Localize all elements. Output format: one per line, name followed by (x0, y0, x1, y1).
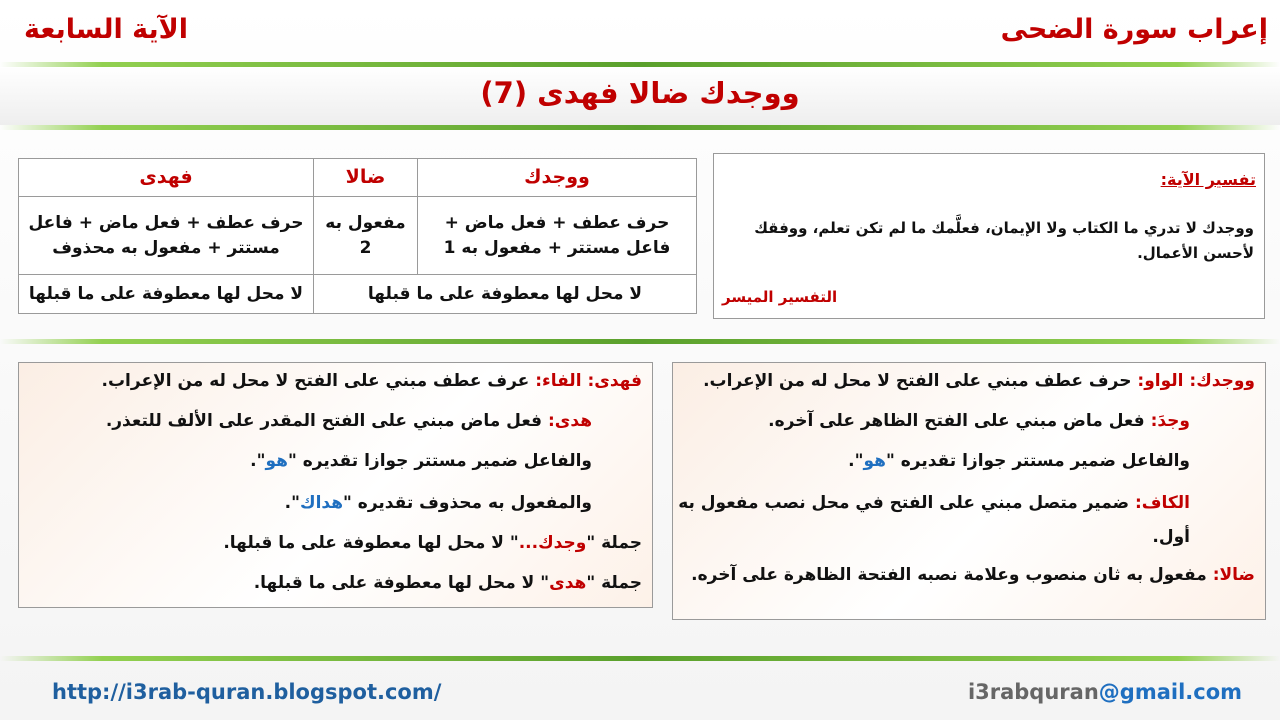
surah-title: إعراب سورة الضحى (1000, 14, 1268, 45)
detail-line: هدى: فعل ماض مبني على الفتح المقدر على الألف للتعذر. (105, 411, 592, 431)
detail-line: الكاف: ضمير متصل مبني على الفتح في محل نصب مفعول به (678, 493, 1190, 513)
detail-line: والفاعل ضمير مستتر جوازا تقديره "هو". (848, 451, 1190, 471)
detail-line: وجدَ: فعل ماض مبني على الفتح الظاهر على آخره. (768, 411, 1190, 431)
divider-verse (0, 125, 1280, 130)
verse-number-title: الآية السابعة (24, 14, 189, 45)
irab-summary-table (18, 158, 697, 314)
table-cell: حرف عطف + فعل ماض + فاعل مستتر + مفعول به محذوف (19, 197, 314, 275)
detail-line: ووجدك: الواو: حرف عطف مبني على الفتح لا محل له من الإعراب. (703, 371, 1255, 391)
verse-text: ووجدك ضالا فهدى (7) (480, 76, 800, 110)
detail-line: أول. (1152, 527, 1190, 547)
table-cell: حرف عطف + فعل ماض + فاعل مستتر + مفعول به 1 (418, 197, 697, 275)
detail-line: جملة "هدى" لا محل لها معطوفة على ما قبلها. (253, 573, 642, 593)
tafsir-source: التفسير الميسر (722, 288, 838, 306)
detail-line: جملة "وجدك..." لا محل لها معطوفة على ما قبلها. (223, 533, 642, 553)
irab-detail-fahada (18, 362, 653, 608)
irab-detail-wajadaka (672, 362, 1266, 620)
detail-line: والفاعل ضمير مستتر جوازا تقديره "هو". (250, 451, 592, 471)
table-header: ضالا (314, 159, 418, 197)
divider-bottom (0, 656, 1280, 661)
detail-line: والمفعول به محذوف تقديره "هداك". (284, 493, 592, 513)
table-header: فهدى (19, 159, 314, 197)
table-cell: مفعول به 2 (314, 197, 418, 275)
table-header: ووجدك (418, 159, 697, 197)
tafsir-body: ووجدك لا تدري ما الكتاب ولا الإيمان، فعلَّمك ما لم تكن تعلم، ووفقك لأحسن الأعمال. (754, 219, 1254, 262)
tafsir-title: تفسير الآية: (1160, 170, 1256, 189)
table-cell: لا محل لها معطوفة على ما قبلها (19, 275, 314, 314)
tafsir-box (713, 153, 1265, 319)
blog-link[interactable]: http://i3rab-quran.blogspot.com/ (52, 680, 442, 704)
email-link[interactable]: i3rabquran@gmail.com (967, 680, 1242, 704)
divider-middle (0, 339, 1280, 344)
detail-line: فهدى: الفاء: عرف عطف مبني على الفتح لا محل له من الإعراب. (101, 371, 642, 391)
detail-line: ضالا: مفعول به ثان منصوب وعلامة نصبه الفتحة الظاهرة على آخره. (691, 565, 1255, 585)
table-cell: لا محل لها معطوفة على ما قبلها (314, 275, 697, 314)
